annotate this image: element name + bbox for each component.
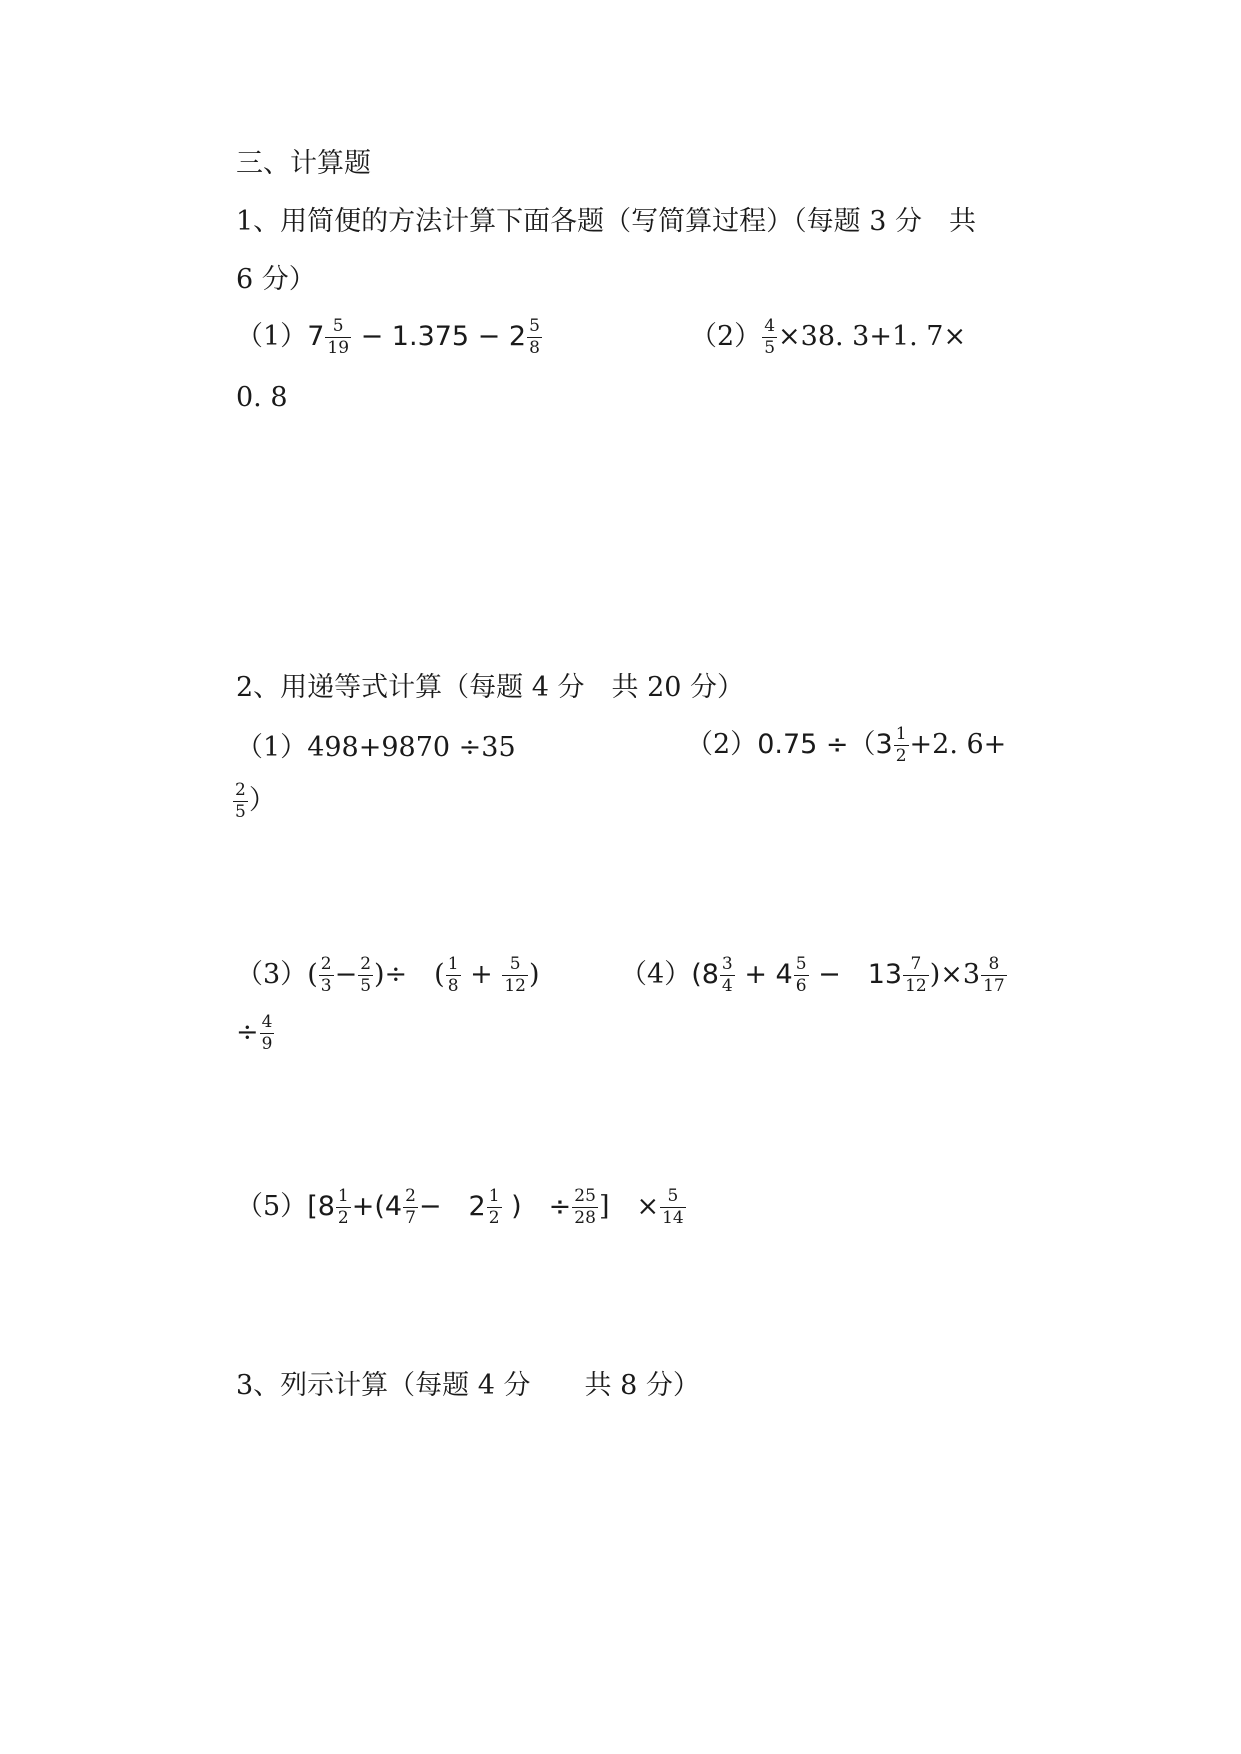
expression-text: ） [248, 785, 276, 816]
fraction: $\frac{5}{19}$ [327, 316, 350, 358]
fraction: $\frac{25}{28}$ [574, 1186, 596, 1228]
whole-number: 7 [307, 321, 325, 352]
problem-label: （1） [236, 732, 308, 763]
fraction: $\frac{2}{3}$ [320, 954, 332, 996]
expression-text: 498+9870 ÷35 [307, 732, 516, 763]
expression-text: ×38. 3+1. 7× [778, 321, 967, 352]
expression-text: ÷ [236, 1017, 259, 1048]
expression-text: 0.75 ÷（3 [757, 729, 893, 760]
q2-problem-4 [620, 956, 1008, 995]
expression-text: + 4 [735, 959, 793, 990]
q2-problem-2-continued [232, 782, 276, 821]
expression-text: +2. 6+ [909, 729, 1007, 760]
fraction: $\frac{5}{8}$ [529, 316, 540, 358]
expression-text: )×3 [929, 959, 981, 990]
problem-label: （2） [690, 321, 762, 352]
fraction: $\frac{1}{2}$ [337, 1186, 349, 1228]
expression-text: − 1.375 − 2 [352, 321, 527, 352]
expression-text: ] × [598, 1191, 660, 1222]
q1-problem-2-continued: 0. 8 [236, 382, 288, 413]
q3-heading: 3、列示计算（每题 4 分 共 8 分） [236, 1370, 700, 1401]
expression-text: + [461, 959, 502, 990]
q1-heading: 1、用简便的方法计算下面各题（写简算过程）（每题 3 分 共 [236, 206, 977, 237]
fraction: $\frac{4}{5}$ [764, 316, 776, 358]
fraction: $\frac{1}{2}$ [895, 724, 907, 766]
fraction: $\frac{2}{7}$ [405, 1186, 416, 1228]
fraction: $\frac{5}{14}$ [662, 1186, 684, 1228]
fraction: $\frac{5}{12}$ [504, 954, 526, 996]
q2-heading: 2、用递等式计算（每题 4 分 共 20 分） [236, 672, 745, 703]
q2-problem-3 [236, 956, 540, 995]
expression-text: − 13 [809, 959, 903, 990]
q2-problem-4-continued [236, 1014, 275, 1053]
problem-label: （2） [686, 729, 758, 760]
expression-text: − 2 [418, 1191, 486, 1222]
fraction: $\frac{2}{5}$ [235, 780, 246, 822]
q1-problem-2 [690, 318, 966, 357]
fraction: $\frac{1}{2}$ [488, 1186, 500, 1228]
problem-label: （5） [236, 1191, 308, 1222]
expression-text: ) [528, 959, 540, 990]
fraction: $\frac{7}{12}$ [905, 954, 927, 996]
expression-text: ( [307, 959, 318, 990]
expression-text: (8 [691, 959, 719, 990]
expression-text: +(4 [351, 1191, 403, 1222]
problem-label: （3） [236, 959, 308, 990]
fraction: $\frac{5}{6}$ [795, 954, 807, 996]
problem-label: （4） [620, 959, 692, 990]
expression-text: ) ÷ [502, 1191, 572, 1222]
fraction: $\frac{3}{4}$ [721, 954, 733, 996]
q2-problem-2 [686, 726, 1006, 765]
expression-text: − [334, 959, 358, 990]
fraction: $\frac{1}{8}$ [447, 954, 459, 996]
q2-problem-5 [236, 1188, 687, 1227]
q2-problem-1 [236, 734, 516, 761]
q1-heading-continued: 6 分） [236, 264, 316, 295]
fraction: $\frac{2}{5}$ [360, 954, 372, 996]
expression-text: )÷ ( [374, 959, 445, 990]
problem-label: （1） [236, 321, 308, 352]
expression-text: [8 [307, 1191, 335, 1222]
section-title: 三、计算题 [236, 148, 371, 179]
fraction: $\frac{4}{9}$ [261, 1012, 273, 1054]
q1-problem-1 [236, 318, 543, 357]
fraction: $\frac{8}{17}$ [983, 954, 1005, 996]
